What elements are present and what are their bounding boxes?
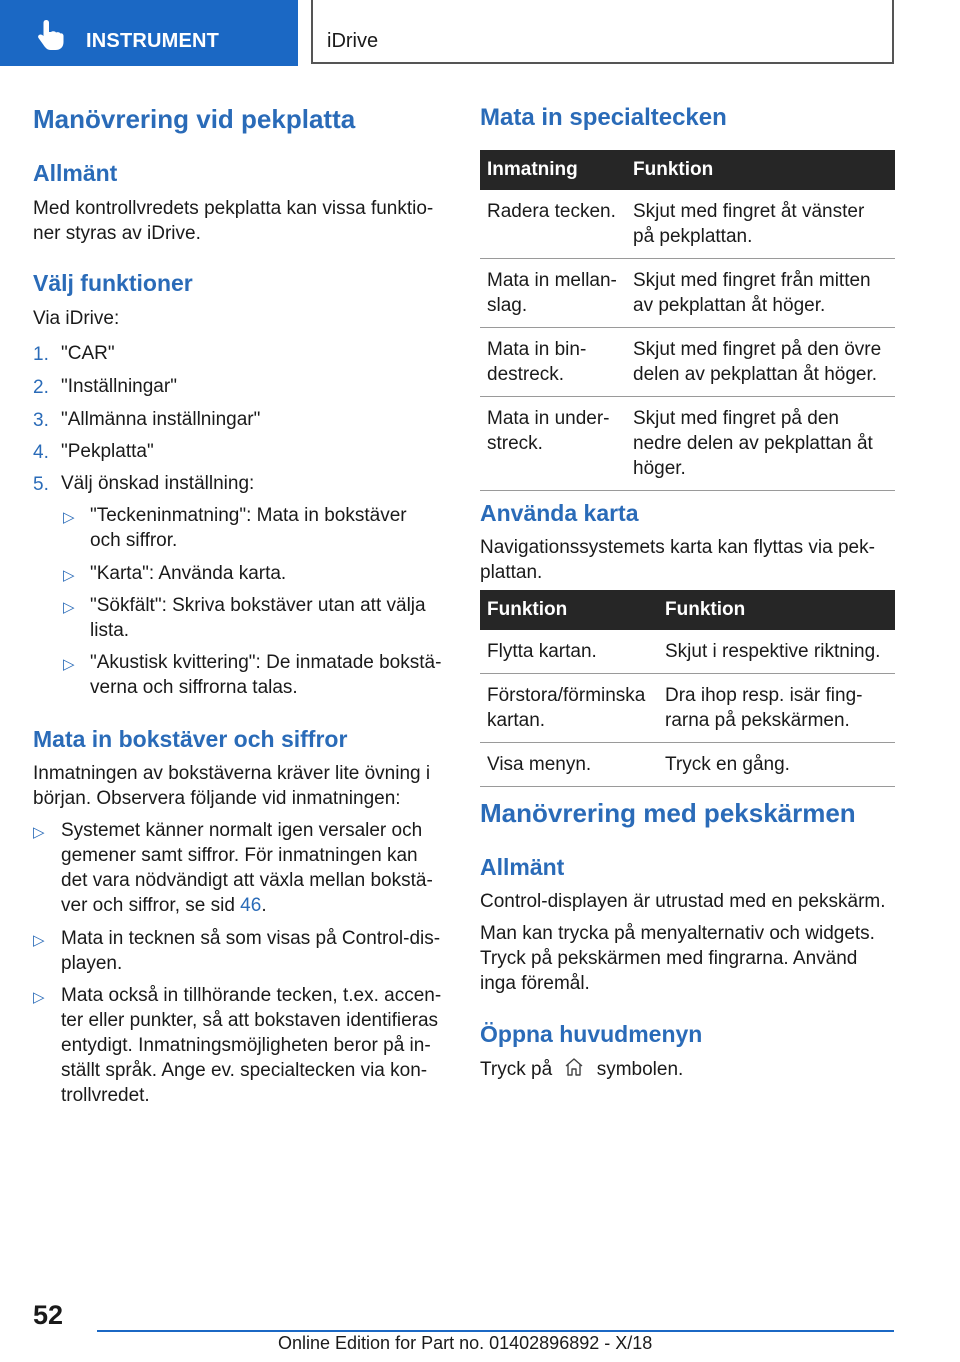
cell-line: Mata in under- bbox=[487, 408, 610, 429]
table-header-cell: Funktion bbox=[480, 590, 658, 630]
table-row bbox=[480, 743, 895, 787]
table-header-cell: Funktion bbox=[626, 150, 895, 190]
table-row bbox=[480, 190, 895, 259]
bullet-line: det vara nödvändigt att växla mellan bokstä- bbox=[61, 870, 433, 891]
open-menu-heading: Öppna huvudmenyn bbox=[480, 1021, 703, 1047]
touch-title: Manövrering med pekskärmen bbox=[480, 798, 856, 828]
cell-line: destreck. bbox=[487, 364, 565, 385]
page-reference-link[interactable]: 46 bbox=[240, 895, 262, 916]
choose-heading: Välj funktioner bbox=[33, 270, 193, 296]
cell-line: Förstora/förminska bbox=[487, 685, 646, 706]
bullet-line: ter eller punkter, så att bokstaven identifieras bbox=[61, 1010, 439, 1031]
cell-line: Mata in mellan- bbox=[487, 270, 617, 291]
bullet-line: ställt språk. Ange ev. specialtecken via kon- bbox=[61, 1060, 428, 1081]
table-cell bbox=[658, 630, 895, 674]
table-row bbox=[480, 259, 895, 328]
touch-text-2: Man kan trycka på menyalternativ och widgets. bbox=[480, 923, 875, 944]
general-heading: Allmänt bbox=[33, 160, 118, 186]
step-number: 5. bbox=[33, 474, 49, 495]
table-header-cell: Funktion bbox=[658, 590, 895, 630]
section-tab[interactable] bbox=[0, 0, 298, 66]
table-cell bbox=[480, 674, 658, 743]
table-cell bbox=[626, 259, 895, 328]
page-number: 52 bbox=[33, 1300, 64, 1330]
cell-line: slag. bbox=[487, 295, 528, 316]
table-header-row bbox=[480, 590, 895, 630]
step-number: 2. bbox=[33, 377, 49, 398]
cell-line: Flytta kartan. bbox=[487, 641, 597, 662]
cell-line: Skjut med fingret på den övre bbox=[633, 339, 882, 360]
cell-line: Skjut i respektive riktning. bbox=[665, 641, 881, 662]
cell-line: Radera tecken. bbox=[487, 201, 616, 222]
page-title: Manövrering vid pekplatta bbox=[33, 104, 356, 134]
bullet-line: gemener samt siffror. För inmatningen kan bbox=[61, 845, 418, 866]
bullet-line: playen. bbox=[61, 953, 123, 974]
table-cell bbox=[480, 259, 626, 328]
map-text-2: plattan. bbox=[480, 562, 543, 583]
letters-intro-2: början. Observera följande vid inmatningen: bbox=[33, 788, 401, 809]
cell-line: av pekplattan åt höger. bbox=[633, 295, 826, 316]
special-heading: Mata in specialtecken bbox=[480, 104, 727, 131]
table-cell bbox=[626, 190, 895, 259]
hand-pointer-icon bbox=[36, 18, 66, 50]
special-characters-table bbox=[480, 150, 895, 491]
general-text-2: ner styras av iDrive. bbox=[33, 223, 201, 244]
chapter-header bbox=[311, 0, 894, 64]
step-text: "Pekplatta" bbox=[61, 441, 154, 462]
bullet-text: ver och siffror, se sid bbox=[61, 895, 241, 916]
sub-option-line: "Akustisk kvittering": De inmatade bokstä- bbox=[90, 652, 442, 673]
cell-line: delen av pekplattan åt höger. bbox=[633, 364, 878, 385]
triangle-bullet-icon: ▷ bbox=[33, 989, 45, 1006]
triangle-bullet-icon: ▷ bbox=[63, 656, 75, 673]
bullet-line: trollvredet. bbox=[61, 1085, 150, 1106]
table-cell bbox=[658, 674, 895, 743]
step-number: 4. bbox=[33, 442, 49, 463]
cell-line: Visa menyn. bbox=[487, 754, 592, 775]
step-text: "Inställningar" bbox=[61, 376, 177, 397]
bullet-line bbox=[61, 893, 267, 918]
home-icon bbox=[563, 1056, 585, 1078]
cell-line: kartan. bbox=[487, 710, 546, 731]
sub-option-line: verna och siffrorna talas. bbox=[90, 677, 298, 698]
general-text-1: Med kontrollvredets pekplatta kan vissa funktio- bbox=[33, 198, 434, 219]
table-header-cell: Inmatning bbox=[480, 150, 626, 190]
cell-line: Skjut med fingret åt vänster bbox=[633, 201, 865, 222]
cell-line: Dra ihop resp. isär fing- bbox=[665, 685, 863, 706]
bullet-text: . bbox=[261, 895, 267, 916]
bullet-line: Mata in tecknen så som visas på Control-dis- bbox=[61, 928, 441, 949]
table-cell bbox=[626, 397, 895, 491]
table-row bbox=[480, 397, 895, 491]
cell-line: nedre delen av pekplattan åt bbox=[633, 433, 873, 454]
map-functions-table bbox=[480, 590, 895, 787]
triangle-bullet-icon: ▷ bbox=[33, 824, 45, 841]
table-cell bbox=[480, 328, 626, 397]
footer-divider bbox=[97, 1330, 894, 1332]
bullet-line: entydigt. Inmatningsmöjligheten beror på in- bbox=[61, 1035, 431, 1056]
table-cell bbox=[480, 190, 626, 259]
cell-line: Skjut med fingret från mitten bbox=[633, 270, 871, 291]
letters-heading: Mata in bokstäver och siffror bbox=[33, 726, 348, 752]
map-heading: Använda karta bbox=[480, 500, 639, 526]
cell-line: Skjut med fingret på den bbox=[633, 408, 839, 429]
step-number: 1. bbox=[33, 344, 49, 365]
map-text-1: Navigationssystemets karta kan flyttas via pek- bbox=[480, 537, 875, 558]
step-text: "Allmänna inställningar" bbox=[61, 409, 261, 430]
touch-text-1: Control-displayen är utrustad med en pekskärm. bbox=[480, 891, 886, 912]
table-cell bbox=[480, 397, 626, 491]
bullet-line: Systemet känner normalt igen versaler och bbox=[61, 820, 423, 841]
step-text: "CAR" bbox=[61, 343, 115, 364]
chapter-label: iDrive bbox=[327, 30, 379, 52]
choose-intro: Via iDrive: bbox=[33, 308, 120, 329]
triangle-bullet-icon: ▷ bbox=[33, 932, 45, 949]
table-row bbox=[480, 630, 895, 674]
table-cell bbox=[480, 743, 658, 787]
sub-option-line: och siffror. bbox=[90, 530, 178, 551]
touch-text-3: Tryck på pekskärmen med fingrarna. Använd bbox=[480, 948, 858, 969]
cell-line: på pekplattan. bbox=[633, 226, 753, 247]
sub-option-line: "Teckeninmatning": Mata in bokstäver bbox=[90, 505, 407, 526]
table-cell bbox=[626, 328, 895, 397]
open-menu-text bbox=[480, 1056, 683, 1082]
table-row bbox=[480, 674, 895, 743]
open-menu-pre: Tryck på bbox=[480, 1059, 553, 1080]
sub-option-line: lista. bbox=[90, 620, 130, 641]
cell-line: streck. bbox=[487, 433, 543, 454]
touch-text-4: inga föremål. bbox=[480, 973, 590, 994]
triangle-bullet-icon: ▷ bbox=[63, 599, 75, 616]
section-tab-label: INSTRUMENT bbox=[86, 30, 220, 52]
table-cell bbox=[658, 743, 895, 787]
touch-general-heading: Allmänt bbox=[480, 854, 565, 880]
table-header-row bbox=[480, 150, 895, 190]
sub-option-line: "Karta": Använda karta. bbox=[90, 563, 287, 584]
cell-line: Mata in bin- bbox=[487, 339, 587, 360]
open-menu-post: symbolen. bbox=[596, 1059, 684, 1080]
table-row bbox=[480, 328, 895, 397]
table-cell bbox=[480, 630, 658, 674]
step-number: 3. bbox=[33, 410, 49, 431]
step-text: Välj önskad inställning: bbox=[61, 473, 255, 494]
cell-line: höger. bbox=[633, 458, 686, 479]
footer-edition: Online Edition for Part no. 01402896892 - X/18 bbox=[278, 1333, 653, 1353]
cell-line: Tryck en gång. bbox=[665, 754, 790, 775]
sub-option-line: "Sökfält": Skriva bokstäver utan att välja bbox=[90, 595, 426, 616]
bullet-line: Mata också in tillhörande tecken, t.ex. accen- bbox=[61, 985, 442, 1006]
triangle-bullet-icon: ▷ bbox=[63, 567, 75, 584]
cell-line: rarna på pekskärmen. bbox=[665, 710, 850, 731]
triangle-bullet-icon: ▷ bbox=[63, 509, 75, 526]
letters-intro-1: Inmatningen av bokstäverna kräver lite övning i bbox=[33, 763, 431, 784]
